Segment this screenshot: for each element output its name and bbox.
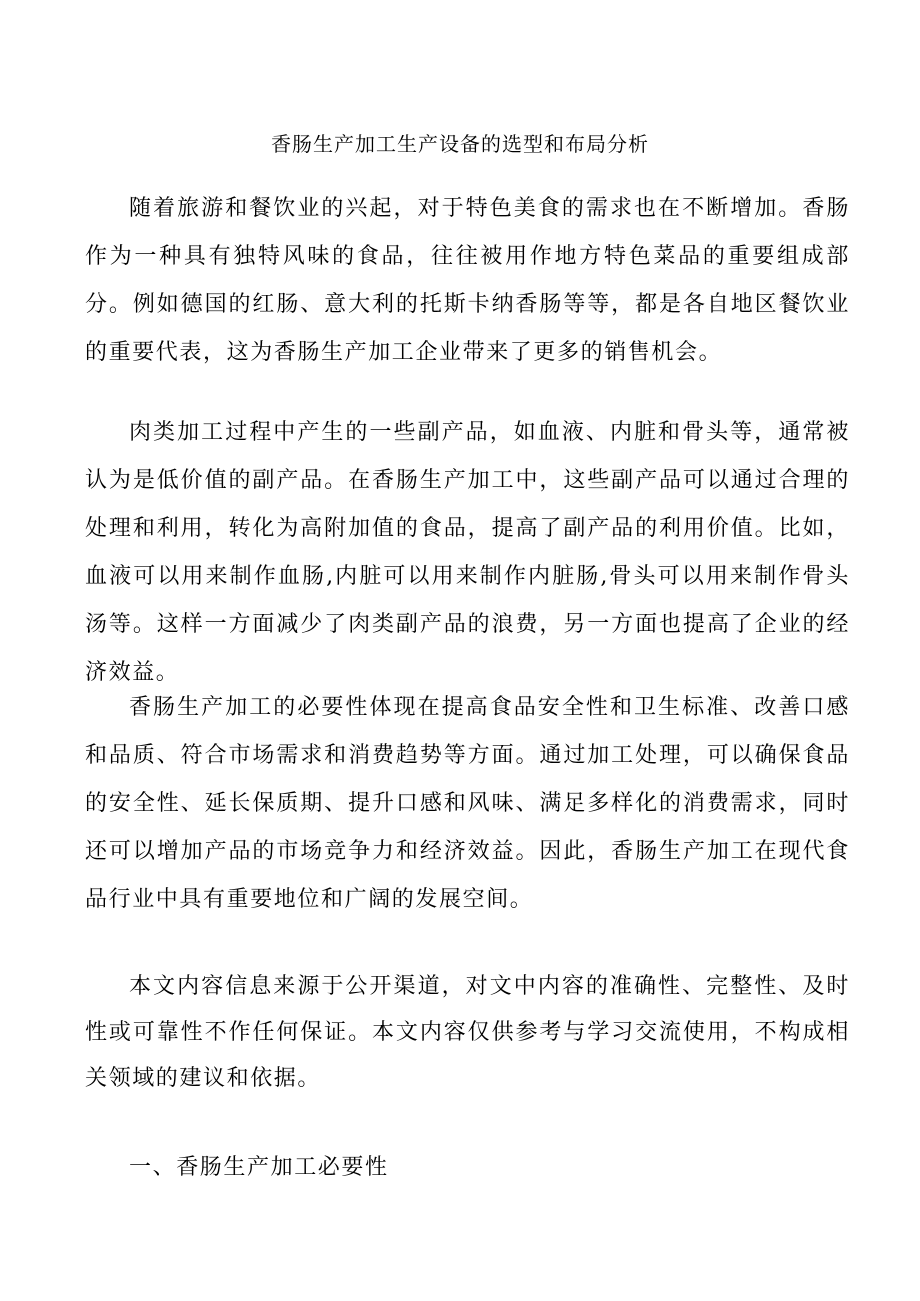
document-title: 香肠生产加工生产设备的选型和布局分析 xyxy=(271,132,649,156)
paragraph-necessity: 香肠生产加工的必要性体现在提高食品安全性和卫生标准、改善口感和品质、符合市场需求和消费趋势等方面。通过加工处理，可以确保食品的安全性、延长保质期、提升口感和风味、满足多样化的消费需求，同时还可以增加产品的市场竞争力和经济效益。因此，香肠生产加工在现代食品行业中具有重要地位和广阔的发展空间。 xyxy=(85,695,850,912)
paragraph-disclaimer: 本文内容信息来源于公开渠道，对文中内容的准确性、完整性、及时性或可靠性不作任何保证。本文内容仅供参考与学习交流使用，不构成相关领域的建议和依据。 xyxy=(85,974,850,1091)
section-heading: 一、香肠生产加工必要性 xyxy=(129,1155,389,1180)
paragraph-by-products: 肉类加工过程中产生的一些副产品，如血液、内脏和骨头等，通常被认为是低价值的副产品。在香肠生产加工中，这些副产品可以通过合理的处理和利用，转化为高附加值的食品，提高了副产品的利用价值。比如，血液可以用来制作血肠,内脏可以用来制作内脏肠,骨头可以用来制作骨头汤等。这样一方面减少了肉类副产品的浪费，另一方面也提高了企业的经济效益。 xyxy=(85,420,850,685)
paragraph-tourism-demand: 随着旅游和餐饮业的兴起，对于特色美食的需求也在不断增加。香肠作为一种具有独特风味的食品，往往被用作地方特色菜品的重要组成部分。例如德国的红肠、意大利的托斯卡纳香肠等等，都是各自地区餐饮业的重要代表，这为香肠生产加工企业带来了更多的销售机会。 xyxy=(85,196,850,365)
